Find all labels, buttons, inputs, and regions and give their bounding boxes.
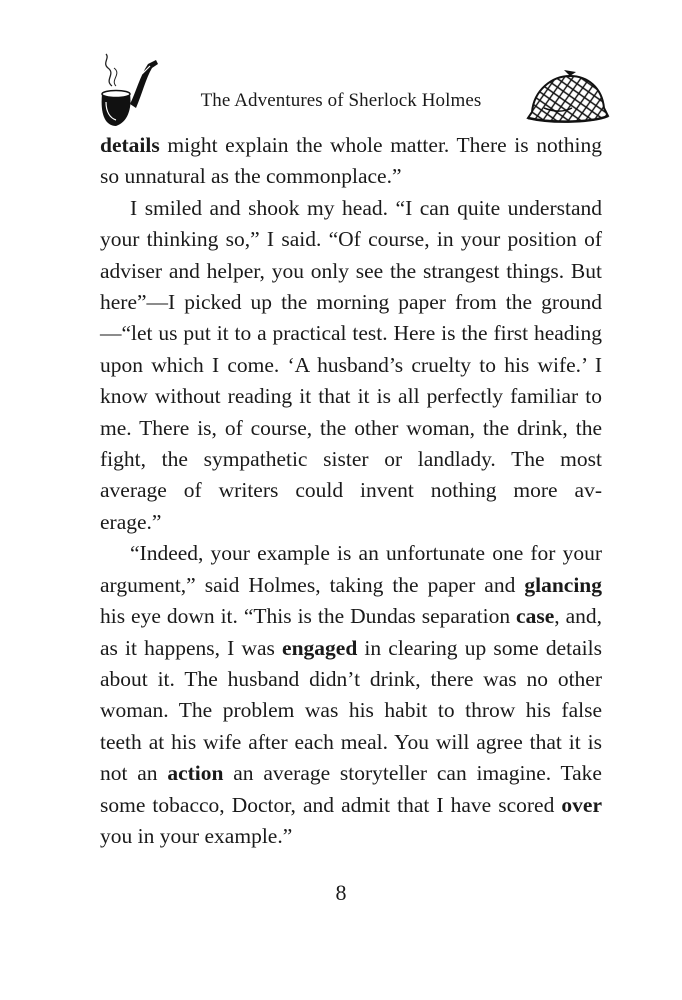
text-span: erage.” bbox=[100, 509, 162, 534]
text-span: his eye down it. “This is the Dundas separation bbox=[100, 604, 517, 629]
vocab-word: details bbox=[100, 133, 160, 157]
page-header bbox=[0, 0, 682, 140]
deerstalker-hat-icon bbox=[524, 68, 610, 128]
vocab-word: case bbox=[516, 604, 555, 629]
text-span: an average storyteller can imagine. Take some tobacco, Doctor, and admit that I have scored bbox=[100, 761, 602, 817]
paragraph-1 bbox=[100, 130, 602, 193]
vocab-word: engaged bbox=[282, 635, 358, 660]
text-span: “Indeed, your example is an unfortunate one for your argument,” said Holmes, taking the paper and bbox=[100, 541, 602, 597]
text-span: I smiled and shook my head. “I can quite understand your thinking so,” I said. “Of course, in your position of adviser and helper, you only see the strangest things. But here”—I picked up the morning paper from the ground—“let us put it to a practical test. Here is the first heading upon which I come. ‘A husband’s cruelty to his wife.’ I know without reading it that it is all perfectly familiar to me. There is, of course, the other woman, the drink, the fight, the sympathetic sister or landlady. The most average of writers could invent nothing more av- bbox=[100, 195, 602, 503]
vocab-word: action bbox=[167, 761, 224, 786]
vocab-word: over bbox=[561, 792, 602, 817]
text-span: you in your example.” bbox=[100, 823, 293, 848]
text-span: in clearing up some details about it. The husband didn’t drink, there was no other woman. The problem was his habit to throw his false teeth at his wife after each meal. You will agree that it is not an bbox=[100, 635, 602, 786]
paragraph-2-continued bbox=[100, 507, 602, 538]
page-number: 8 bbox=[335, 880, 347, 905]
vocab-word: glancing bbox=[524, 572, 602, 597]
running-head-title: The Adventures of Sherlock Holmes bbox=[200, 90, 482, 111]
body-text bbox=[100, 130, 602, 852]
paragraph-3 bbox=[100, 538, 602, 852]
paragraph-2 bbox=[100, 193, 602, 507]
text-span: , and, as it happens, I was bbox=[100, 604, 602, 660]
text-span: might explain the whole matter. There is nothing so unnatural as the commonplace.” bbox=[100, 133, 602, 189]
